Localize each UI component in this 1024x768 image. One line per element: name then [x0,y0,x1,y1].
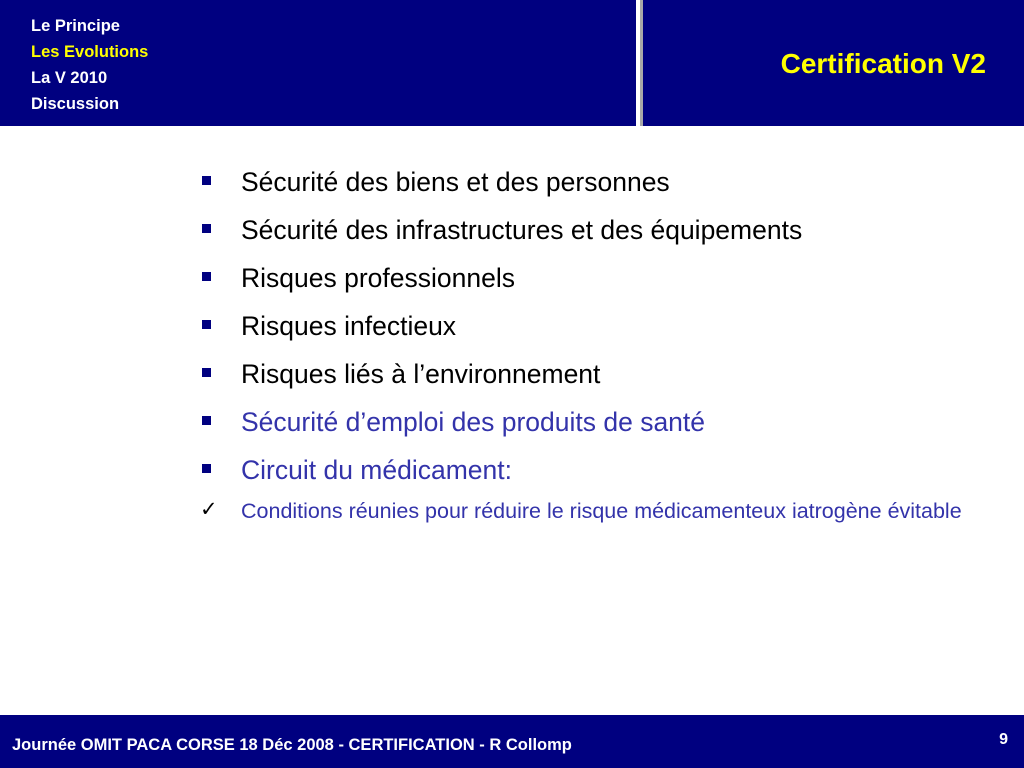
bullet-item [200,308,990,344]
bullet-text: Sécurité des biens et des personnes [241,167,670,197]
section-nav [31,13,148,117]
bullet-item-sub [200,496,990,527]
nav-item-discussion[interactable]: Discussion [31,95,120,113]
square-bullet-icon [202,368,211,377]
bullet-item [200,212,990,248]
bullet-item [200,356,990,392]
bullet-item [200,164,990,200]
bullet-text: Risques professionnels [241,263,515,293]
bullet-text: Conditions réunies pour réduire le risque médicamenteux iatrogène évitable [241,499,962,523]
bullet-item [200,260,990,296]
bullet-list [200,164,990,539]
footer-band [0,715,1024,768]
nav-item-v2010[interactable]: La V 2010 [31,69,108,87]
square-bullet-icon [202,176,211,185]
square-bullet-icon [202,416,211,425]
page-number: 9 [999,731,1008,748]
bullet-text: Risques liés à l’environnement [241,359,601,389]
bullet-item [200,452,990,488]
slide-title: Certification V2 [780,48,986,79]
header-band [0,0,1024,126]
square-bullet-icon [202,464,211,473]
bullet-text: Sécurité des infrastructures et des équipements [241,215,803,245]
bullet-item [200,404,990,440]
bullet-text: Circuit du médicament: [241,455,512,485]
square-bullet-icon [202,224,211,233]
header-divider-shadow [640,0,643,126]
checkmark-icon: ✓ [200,497,218,521]
footer-text: Journée OMIT PACA CORSE 18 Déc 2008 - CERTIFICATION - R Collomp [12,736,572,754]
nav-item-evolutions[interactable]: Les Evolutions [31,43,149,61]
square-bullet-icon [202,272,211,281]
bullet-text: Risques infectieux [241,311,457,341]
bullet-text: Sécurité d’emploi des produits de santé [241,407,706,437]
square-bullet-icon [202,320,211,329]
nav-item-principe[interactable]: Le Principe [31,17,120,35]
